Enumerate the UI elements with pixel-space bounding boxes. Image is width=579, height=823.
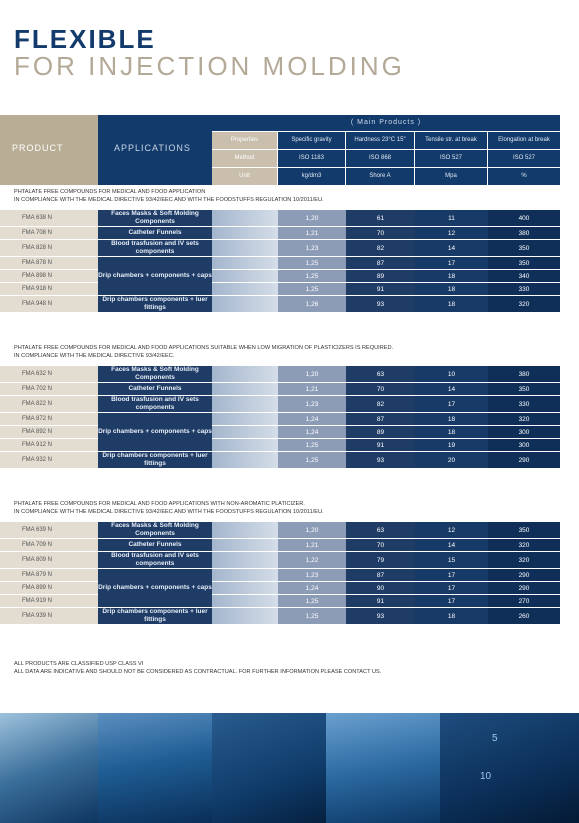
hardness-value: 91 [346,283,415,295]
tensile-value: 18 [415,283,488,295]
product-code: FMA 898 N [0,270,98,282]
note-line: IN COMPLIANCE WITH THE MEDICAL DIRECTIVE 93/42/EEC AND WITH THE FOODSTUFFS REGULATION 10/2011/EU. [14,197,324,203]
properties-label: Properties [212,132,278,149]
product-code: FMA 809 N [0,552,98,568]
note-line: IN COMPLIANCE WITH THE MEDICAL DIRECTIVE 93/42/EEC AND WITH THE FOODSTUFFS REGULATION 10/2011/EU. [14,509,324,515]
tensile-value: 18 [415,608,488,624]
product-code: FMA 899 N [0,582,98,594]
application-cell: Drip chambers + components + caps [98,569,212,608]
specific-gravity-value: 1,21 [278,227,346,239]
specific-gravity-value: 1,21 [278,539,346,551]
product-photo [440,713,579,823]
elongation-value: 320 [488,413,560,425]
tensile-value: 17 [415,569,488,581]
product-code: FMA 939 N [0,608,98,624]
elongation-value: 290 [488,452,560,468]
method-header: ISO 1183 [278,150,346,167]
elongation-value: 350 [488,257,560,269]
tensile-value: 17 [415,582,488,594]
note-line: PHTALATE FREE COMPOUNDS FOR MEDICAL AND FOOD APPLICATION [14,189,206,195]
unit-header: Shore A [346,168,415,185]
application-cell: Faces Masks & Soft Molding Components [98,210,212,227]
elongation-value: 300 [488,426,560,438]
hardness-value: 70 [346,383,415,395]
product-code: FMA 948 N [0,296,98,312]
product-photo [0,713,98,823]
tensile-value: 18 [415,426,488,438]
table-header [0,115,560,185]
table-row [0,539,560,552]
application-cell: Drip chambers + components + caps [98,257,212,296]
tensile-value: 12 [415,227,488,239]
table-row [0,210,560,227]
hardness-value: 63 [346,522,415,538]
tensile-value: 18 [415,413,488,425]
elongation-value: 300 [488,439,560,451]
specific-gravity-value: 1,24 [278,413,346,425]
tensile-value: 18 [415,296,488,312]
hardness-value: 79 [346,552,415,568]
hardness-value: 82 [346,396,415,412]
product-code: FMA 638 N [0,210,98,226]
note-line: IN COMPLIANCE WITH THE MEDICAL DIRECTIVE 93/42/EEC. [14,353,175,359]
specific-gravity-value: 1,24 [278,582,346,594]
specific-gravity-value: 1,20 [278,366,346,382]
elongation-value: 380 [488,366,560,382]
table-row [0,227,560,240]
hardness-value: 70 [346,539,415,551]
application-cell: Drip chambers + components + caps [98,413,212,452]
application-cell: Blood trasfusion and IV sets components [98,396,212,413]
table-row [0,439,560,452]
specific-gravity-value: 1,24 [278,426,346,438]
unit-row [212,168,560,185]
hardness-value: 90 [346,582,415,594]
hardness-value: 93 [346,608,415,624]
application-cell: Drip chambers components + luer fittings [98,608,212,625]
product-photo-strip [0,713,579,823]
unit-label: Unit [212,168,278,185]
hardness-value: 87 [346,257,415,269]
elongation-value: 320 [488,539,560,551]
tensile-value: 14 [415,539,488,551]
graduation-mark: 10 [480,771,492,782]
table-row [0,413,560,426]
specific-gravity-value: 1,22 [278,552,346,568]
page-title [14,26,405,80]
footer-line: ALL DATA ARE INDICATIVE AND SHOULD NOT BE CONSIDERED AS CONTRACTUAL. FOR FURTHER INFORMATION PLEASE CONTACT US. [14,669,382,675]
application-cell: Faces Masks & Soft Molding Components [98,366,212,383]
elongation-value: 350 [488,383,560,395]
table-row [0,296,560,313]
elongation-value: 330 [488,396,560,412]
hardness-value: 82 [346,240,415,256]
hardness-value: 87 [346,569,415,581]
elongation-value: 350 [488,522,560,538]
hardness-value: 89 [346,426,415,438]
specific-gravity-value: 1,25 [278,270,346,282]
product-code: FMA 872 N [0,413,98,425]
table-row [0,522,560,539]
footer-line: ALL PRODUCTS ARE CLASSIFIED USP CLASS VI [14,661,144,667]
product-code: FMA 708 N [0,227,98,239]
property-header: Tensile str. at break [415,132,488,149]
application-cell: Drip chambers components + luer fittings [98,296,212,313]
product-code: FMA 892 N [0,426,98,438]
product-code: FMA 912 N [0,439,98,451]
application-cell: Faces Masks & Soft Molding Components [98,522,212,539]
method-row [212,150,560,167]
product-header-label: PRODUCT [12,143,64,153]
product-code: FMA 932 N [0,452,98,468]
elongation-value: 330 [488,283,560,295]
specific-gravity-value: 1,21 [278,383,346,395]
section-2-note [14,344,393,360]
specific-gravity-value: 1,25 [278,452,346,468]
tensile-value: 14 [415,240,488,256]
specific-gravity-value: 1,26 [278,296,346,312]
unit-header: Mpa [415,168,488,185]
table-row [0,426,560,439]
elongation-value: 340 [488,270,560,282]
application-cell: Blood trasfusion and IV sets components [98,240,212,257]
product-code: FMA 632 N [0,366,98,382]
specific-gravity-value: 1,25 [278,257,346,269]
application-cell: Blood trasfusion and IV sets components [98,552,212,569]
application-cell: Catheter Funnels [98,383,212,396]
tensile-value: 20 [415,452,488,468]
hardness-value: 87 [346,413,415,425]
application-cell: Catheter Funnels [98,539,212,552]
main-products-header: ( Main Products ) [212,115,560,131]
footer-notes [14,660,381,676]
specific-gravity-value: 1,25 [278,439,346,451]
specific-gravity-value: 1,23 [278,240,346,256]
tensile-value: 12 [415,522,488,538]
tensile-value: 15 [415,552,488,568]
section-3-note [14,500,324,516]
section-1-note [14,188,324,204]
specific-gravity-value: 1,23 [278,569,346,581]
unit-header: % [488,168,560,185]
table-row [0,452,560,469]
hardness-value: 91 [346,439,415,451]
elongation-value: 320 [488,296,560,312]
hardness-value: 91 [346,595,415,607]
hardness-value: 61 [346,210,415,226]
tensile-value: 18 [415,270,488,282]
elongation-value: 380 [488,227,560,239]
table-row [0,569,560,582]
property-header: Hardness 23°C 15" [346,132,415,149]
hardness-value: 93 [346,452,415,468]
specific-gravity-value: 1,25 [278,608,346,624]
hardness-value: 63 [346,366,415,382]
applications-header-label: APPLICATIONS [114,143,191,153]
table-row [0,283,560,296]
tensile-value: 17 [415,595,488,607]
elongation-value: 290 [488,569,560,581]
elongation-value: 320 [488,552,560,568]
table-row [0,366,560,383]
elongation-value: 350 [488,240,560,256]
elongation-value: 270 [488,595,560,607]
applications-header [98,115,212,185]
hardness-value: 89 [346,270,415,282]
product-code: FMA 879 N [0,569,98,581]
tensile-value: 17 [415,396,488,412]
title-line-2: FOR INJECTION MOLDING [14,51,405,81]
properties-row [212,132,560,149]
title-line-1: FLEXIBLE [14,24,156,54]
tensile-value: 19 [415,439,488,451]
table-row [0,582,560,595]
specific-gravity-value: 1,23 [278,396,346,412]
method-header: ISO 527 [415,150,488,167]
property-header: Specific gravity [278,132,346,149]
product-photo [326,713,440,823]
product-photo [212,713,326,823]
property-header: Elongation at break [488,132,560,149]
graduation-mark: 5 [492,733,498,744]
application-cell: Drip chambers components + luer fittings [98,452,212,469]
table-row [0,552,560,569]
note-line: PHTALATE FREE COMPOUNDS FOR MEDICAL AND FOOD APPLICATIONS WITH NON-AROMATIC PLATICIZER. [14,501,305,507]
note-line: PHTALATE FREE COMPOUNDS FOR MEDICAL AND FOOD APPLICATIONS SUITABLE WHEN LOW MIGRATION OF PLASTICIZERS IS REQUIRED. [14,345,394,351]
specific-gravity-value: 1,25 [278,283,346,295]
tensile-value: 11 [415,210,488,226]
product-code: FMA 918 N [0,283,98,295]
elongation-value: 260 [488,608,560,624]
tensile-value: 10 [415,366,488,382]
hardness-value: 93 [346,296,415,312]
product-code: FMA 878 N [0,257,98,269]
method-header: ISO 527 [488,150,560,167]
table-row [0,396,560,413]
product-header [0,115,98,185]
product-code: FMA 639 N [0,522,98,538]
method-header: ISO 868 [346,150,415,167]
specific-gravity-value: 1,20 [278,210,346,226]
elongation-value: 400 [488,210,560,226]
table-row [0,595,560,608]
tensile-value: 17 [415,257,488,269]
hardness-value: 70 [346,227,415,239]
table-row [0,270,560,283]
table-row [0,240,560,257]
specific-gravity-value: 1,25 [278,595,346,607]
product-code: FMA 709 N [0,539,98,551]
table-row [0,608,560,625]
method-label: Method [212,150,278,167]
application-cell: Catheter Funnels [98,227,212,240]
unit-header: kg/dm3 [278,168,346,185]
table-row [0,383,560,396]
elongation-value: 290 [488,582,560,594]
product-code: FMA 828 N [0,240,98,256]
product-photo [98,713,212,823]
product-code: FMA 702 N [0,383,98,395]
specific-gravity-value: 1,20 [278,522,346,538]
product-code: FMA 919 N [0,595,98,607]
table-row [0,257,560,270]
product-code: FMA 822 N [0,396,98,412]
tensile-value: 14 [415,383,488,395]
